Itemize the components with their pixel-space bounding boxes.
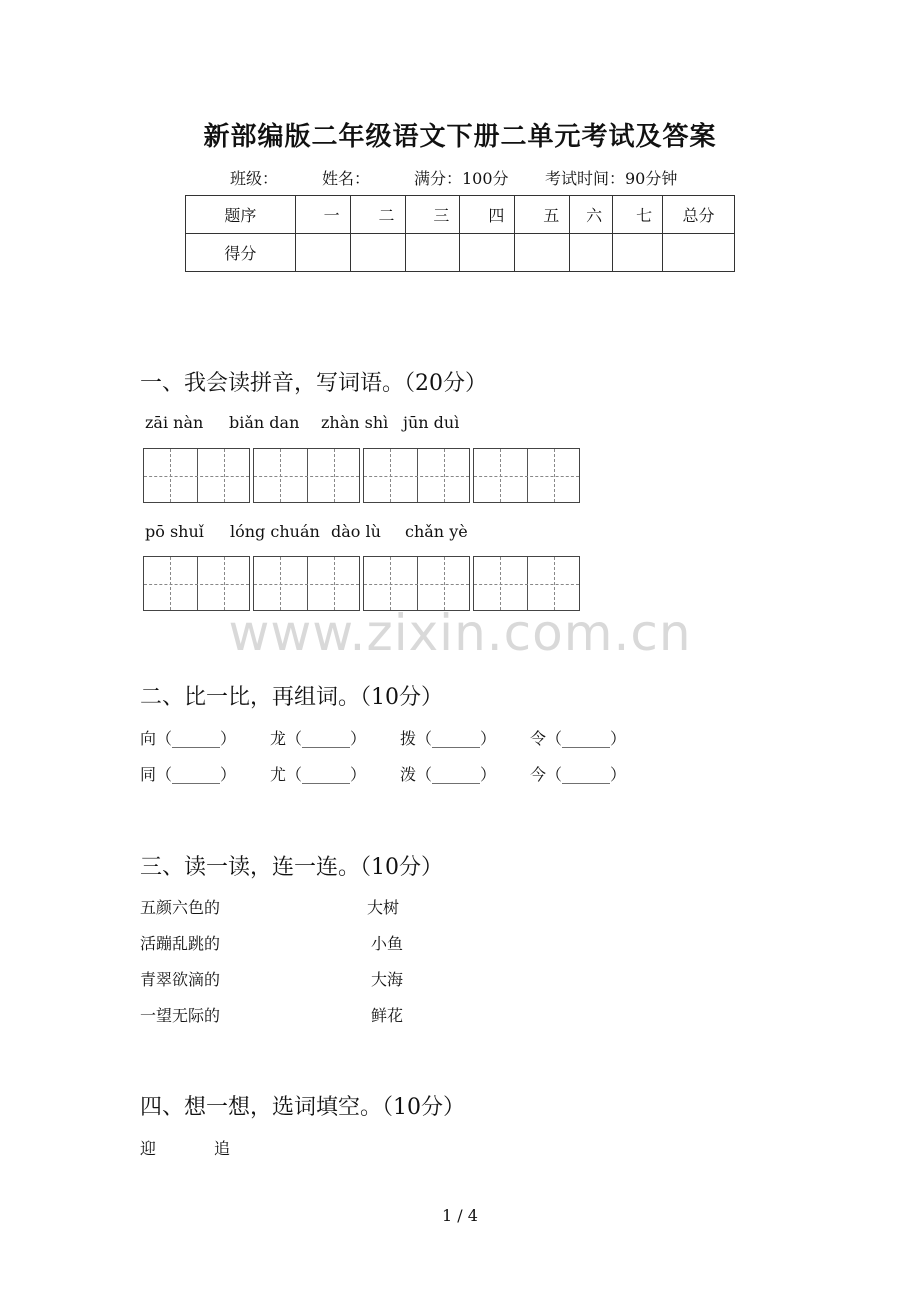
compare-item[interactable]: 今（______） (530, 765, 627, 784)
score-cell[interactable] (613, 234, 663, 272)
compare-item[interactable]: 拨（______） (400, 729, 497, 748)
pinyin: dào lù (331, 522, 381, 541)
writing-grid-row-2 (143, 556, 583, 611)
compare-item[interactable]: 向（______） (140, 729, 237, 748)
header-cell: 总分 (663, 196, 735, 234)
header-cell: 五 (515, 196, 570, 234)
match-right-item[interactable]: 大海 (371, 970, 404, 989)
pinyin: zhàn shì (321, 413, 389, 432)
pinyin: lóng chuán (230, 522, 320, 541)
header-cell: 二 (350, 196, 405, 234)
score-table-score-row (186, 234, 735, 272)
header-cell: 题序 (186, 196, 296, 234)
score-cell[interactable] (515, 234, 570, 272)
match-right-item[interactable]: 鲜花 (371, 1006, 404, 1025)
pinyin-row-2 (0, 522, 920, 542)
section-2-heading: 二、比一比，再组词。（10分） (140, 685, 443, 710)
writing-box[interactable] (473, 448, 580, 503)
match-right-item[interactable]: 小鱼 (371, 934, 404, 953)
match-left-item[interactable]: 一望无际的 (140, 1006, 221, 1025)
header-cell: 三 (405, 196, 460, 234)
writing-grid-row-1 (143, 448, 583, 503)
pinyin: chǎn yè (405, 522, 468, 541)
row-label: 得分 (186, 234, 296, 272)
writing-box[interactable] (143, 448, 250, 503)
score-cell[interactable] (350, 234, 405, 272)
score-cell[interactable] (405, 234, 460, 272)
writing-box[interactable] (143, 556, 250, 611)
section-3-heading: 三、读一读，连一连。（10分） (140, 855, 443, 880)
pinyin: pō shuǐ (145, 522, 204, 541)
page-number: 1 / 4 (442, 1206, 478, 1225)
word-choice: 迎 (140, 1139, 157, 1158)
pinyin-row-1 (0, 413, 920, 433)
writing-box[interactable] (363, 448, 470, 503)
watermark: www.zixin.com.cn (228, 604, 692, 662)
compare-item[interactable]: 尤（______） (270, 765, 367, 784)
exam-time: 考试时间：90分钟 (545, 169, 678, 188)
pinyin: zāi nàn (145, 413, 204, 432)
score-cell[interactable] (460, 234, 515, 272)
header-cell: 七 (613, 196, 663, 234)
header-cell: 一 (295, 196, 350, 234)
score-cell[interactable] (295, 234, 350, 272)
pinyin: jūn duì (403, 413, 460, 432)
score-table (185, 195, 735, 272)
header-cell: 四 (460, 196, 515, 234)
match-right-item[interactable]: 大树 (367, 898, 400, 917)
score-cell[interactable] (570, 234, 613, 272)
compare-item[interactable]: 泼（______） (400, 765, 497, 784)
match-left-item[interactable]: 五颜六色的 (140, 898, 221, 917)
writing-box[interactable] (473, 556, 580, 611)
section-4-heading: 四、想一想，选词填空。（10分） (140, 1095, 465, 1120)
match-left-item[interactable]: 活蹦乱跳的 (140, 934, 221, 953)
class-label: 班级： (230, 169, 279, 188)
compare-item[interactable]: 龙（______） (270, 729, 367, 748)
section-1-heading: 一、我会读拼音，写词语。（20分） (140, 371, 487, 396)
score-table-header-row (186, 196, 735, 234)
page-title: 新部编版二年级语文下册二单元考试及答案 (203, 122, 717, 152)
compare-item[interactable]: 令（______） (530, 729, 627, 748)
name-label: 姓名： (322, 169, 371, 188)
writing-box[interactable] (363, 556, 470, 611)
score-cell[interactable] (663, 234, 735, 272)
writing-box[interactable] (253, 448, 360, 503)
match-left-item[interactable]: 青翠欲滴的 (140, 970, 221, 989)
header-cell: 六 (570, 196, 613, 234)
full-score: 满分：100分 (414, 169, 509, 188)
compare-item[interactable]: 同（______） (140, 765, 237, 784)
writing-box[interactable] (253, 556, 360, 611)
word-choice: 追 (214, 1139, 231, 1158)
pinyin: biǎn dan (229, 413, 300, 432)
